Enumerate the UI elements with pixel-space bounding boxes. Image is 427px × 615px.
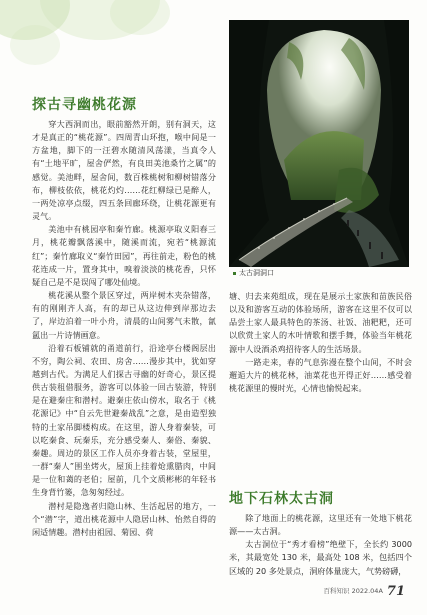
- left-column: [32, 118, 216, 539]
- caption-text: 太古洞洞口: [239, 269, 274, 277]
- paragraph: 桃花溪从整个景区穿过，两岸树木夹杂错落，有的刚刚齐人高，有的却已从这边伸到岸那边去了，岸边泊着一叶小舟，清晨的山间雾气未散，氤氲出一片诗情画意。: [32, 290, 216, 340]
- section-title-peach-blossom: 探古寻幽桃花源: [32, 97, 137, 113]
- right-column: [229, 290, 412, 395]
- paragraph: 潜村是隐逸者归隐山林、生活起居的地方，一个“潜”字，道出桃花源中人隐居山林、怡然自得的闲适情趣。潜村由祖园、菊园、荷: [32, 500, 216, 537]
- photo-caption: [233, 268, 274, 278]
- right-column-section2: [229, 512, 412, 578]
- paragraph: 沿着石板铺就的甬道前行，沿途亭台楼阁层出不穷，陶公祠、农田、房舍……漫步其中，犹如穿越到古代。为满足人们探古寻幽的好奇心，景区提供古装租借服务，游客可以体验一回古装游，特别是在避秦庄和潜村。避秦庄依山傍水，取名于《桃花源记》中“自云先世避秦战乱”之意，是由造型独特的土家吊脚楼构成。在这里，游人身着秦装，可以吃秦食、玩秦乐，充分感受秦人、秦俗、秦貌、秦趣。周边的景区工作人员亦身着古装，堂屋里，一群“秦人”围坐烤火，屋顶上挂着炝熏腊肉，中间是一位和蔼的老伯；屋前，几个文质彬彬的年轻书生身背竹篓，急匆匆经过。: [32, 342, 216, 498]
- caption-marker-icon: [233, 272, 236, 275]
- paragraph: 美池中有桃园亭和秦竹廊。桃源亭取义阳春三月，桃花瓣飘落溪中，随溪而流，宛若“桃源流红”；秦竹廊取义“秦竹田园”，再往前走，粉色的桃花连成一片，置身其中，嗅着淡淡的桃花香，只怀疑自己是不是误闯了哪处仙境。: [32, 224, 216, 287]
- cave-photo-icon: [229, 20, 409, 267]
- cave-photo: [229, 20, 409, 267]
- paragraph: 塘、归去来苑组成，现在是展示土家族和苗族民俗以及和游客互动的体验场所，游客在这里不仅可以品尝土家人最具特色的茶汤、社饭、油粑粑，还可以欣赏土家人的木叶情歌和摆手舞，体验当年桃花源中人设酒杀鸡招待客人的生活场景。: [229, 291, 412, 354]
- paragraph: 太古洞位于“秀才看榜”绝壁下，全长约 3000 米，其最宽处 130 米，最高处 108 米，包括四个区域的 20 多处景点，洞府体量庞大，气势磅礴，: [229, 539, 412, 576]
- section-title-stone-forest: 地下石林太古洞: [229, 491, 334, 507]
- page-footer: [324, 584, 406, 599]
- paragraph: 穿大西洞而出，眼前豁然开朗，别有洞天，这才是真正的“桃花源”。四周青山环抱，喉中间是一方盆地，脚下的一汪碧水随清风荡漾，当真令人有“土地平旷，屋舍俨然，有良田美池桑竹之属”的感觉。美池畔，屋舍间，数百株桃树和柳树错落分布，柳枝依依，桃花灼灼……花红柳绿已是醉人，一两处凉亭点缀，四五条回廊环绕，让桃花源更有灵气。: [32, 119, 216, 222]
- page-number: 71: [386, 584, 405, 599]
- paragraph: 一路走来，春的气息弥漫在整个山间，不时会邂逅大片的桃花林，油菜花也开得正好……感受着桃花源里的慢时光，心情也愉悦起来。: [229, 356, 412, 394]
- journal-name: 百科知识 2022.04A: [323, 587, 383, 595]
- paragraph: 除了地面上的桃花源，这里还有一处地下桃花源——太古洞。: [229, 513, 412, 537]
- decorative-leaves: [0, 0, 175, 80]
